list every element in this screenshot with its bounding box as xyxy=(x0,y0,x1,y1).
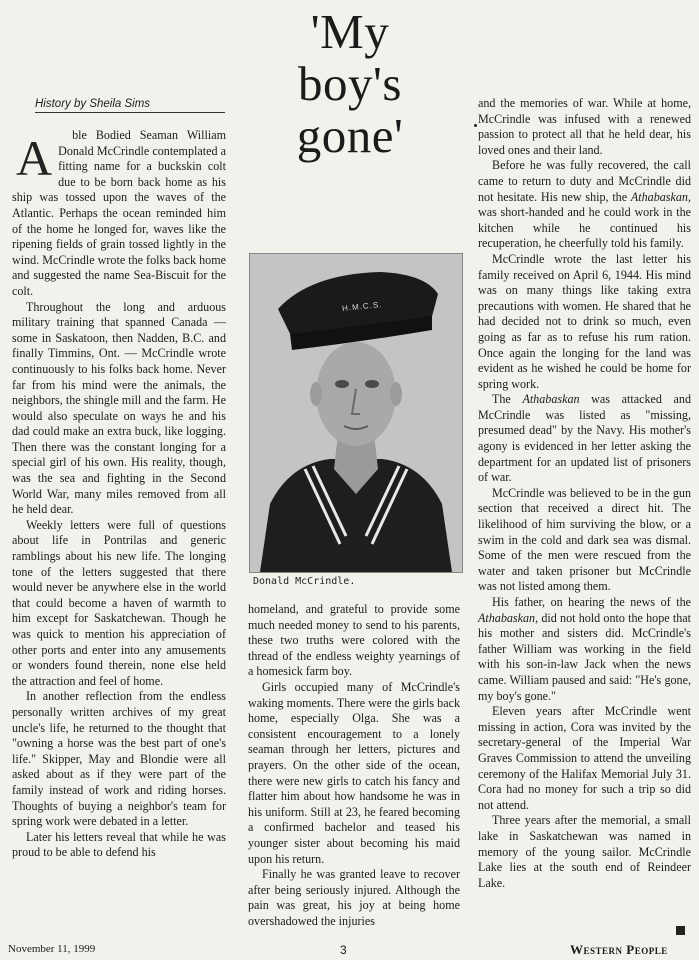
ship-name: Athabaskan xyxy=(522,392,580,407)
photo-caption: Donald McCrindle. xyxy=(253,576,356,587)
drop-cap: A xyxy=(16,130,53,186)
publication-name: Western People xyxy=(570,942,668,957)
paragraph: McCrindle wrote the last letter his family received on April 6, 1944. His mind was on many things like taking extra precautions with women. He shared that he had decided not to drink so much, even going as far as to refuse his rum ration. Once again the longing for the land was evident as he wished he could be home for spring work. xyxy=(478,251,691,391)
end-of-article-mark xyxy=(676,926,685,935)
paragraph: McCrindle was believed to be in the gun section that received a direct hit. The likelihood of him surviving the blow, or a swim in the cold and dark sea was dismal. Some of the men were rescued from the water and taken prisoner but McCrindle was not listed among them. xyxy=(478,485,691,594)
paragraph: Eleven years after McCrindle went missing in action, Cora was invited by the secretary-general of the Imperial War Graves Commission to attend the unveiling ceremony of the Halifax Memorial July 31. Cora had no money for such a trip so did not attend. xyxy=(478,704,691,812)
paragraph: Girls occupied many of McCrindle's waking moments. There were the girls back home, especially Olga. She was a consistent encouragement to a lonely seaman through her letters, pictures and prayers. On the other side of the ocean, there were new girls to catch his fancy and flatter him about how handsome he was in his uniform. Still at 23, he feared becoming a confirmed bachelor and teased his younger sister about becoming his maid upon his return. xyxy=(248,679,460,866)
paragraph: Three years after the memorial, a small lake in Saskatchewan was named in memory of the young sailor. McCrindle Lake lies at the south end of Reindeer Lake. xyxy=(478,813,691,890)
paragraph: ble Bodied Seaman William Donald McCrindle contemplated a fitting name for a buckskin colt due to be born back home as his ship was tossed upon the waves of the Atlantic. Perhaps the ocean reminded him of the home he longed for, waves like the ripening fields of grain tossed lightly in the wind. McCrindle wrote the folks back home and suggested the name Sea-Biscuit for the colt. xyxy=(12,128,226,298)
paragraph: homeland, and grateful to provide some much needed money to send to his parents, these two truths were colored with the thread of the endless weighty yearnings of a homesick farm boy. xyxy=(248,602,460,679)
paragraph: Throughout the long and arduous military training that spanned Canada — some in Saskatoon, then Nadden, B.C. and finally Timmins, Ont. — McCrindle wrote continuously to his folks back home. Never far from his mind were the animals, the neighbors, the shingle mill and the farm. He would also speculate on ways he and his dad could make an extra buck, like logging. Then there was the constant longing for a special girl of his own. His reality, though, was the sea and fighting in the Second World War, many miles removed from all he held dear. xyxy=(12,299,226,517)
bullet-dot xyxy=(474,124,477,127)
paragraph: and the memories of war. While at home, McCrindle was infused with a renewed passion to protect all that he held dear, his loved ones and their land. xyxy=(478,96,691,157)
byline: History by Sheila Sims xyxy=(35,98,225,113)
ship-name: Athabaskan xyxy=(630,189,688,204)
column-2 xyxy=(248,602,460,929)
title-line-1: 'My xyxy=(310,4,390,59)
paragraph: In another reflection from the endless personally written archives of my great uncle's life, he returned to the thought that "owning a horse was the best part of one's life." Skipper, May and Blondie were all asked about as if they were part of the family instead of work and riding horses. Thoughts of buying a neighbor's team for spring work were debated in a letter. xyxy=(12,689,226,829)
text-run: , did not hold onto the hope that his mother and sisters did. McCrindle's father William was working in the field with his son-in-law Jack when the news came. William paused and said: "He's gone, my boy's gone." xyxy=(478,610,691,703)
paragraph xyxy=(478,158,691,252)
hat-band-text: H.M.C.S. xyxy=(341,299,383,314)
page-number: 3 xyxy=(340,943,347,957)
text-run: , was short-handed and he could work in the kitchen while he continued his recuperation, he cheerfully told his family. xyxy=(478,189,691,251)
ship-name: Athabaskan xyxy=(478,610,536,625)
column-3 xyxy=(478,96,691,891)
title-line-3: gone' xyxy=(296,108,404,163)
text-run: was attacked and McCrindle was listed as "missing, presumed dead" by the Navy. His mother's agony is evidenced in her letter asking the department for an updated list of prisoners of war. xyxy=(478,392,691,485)
paragraph xyxy=(478,392,691,486)
text-run: His father, on hearing the news of the xyxy=(492,595,691,609)
sailor-photo xyxy=(249,253,463,573)
paragraph xyxy=(478,595,691,704)
footer-date: November 11, 1999 xyxy=(8,943,96,955)
text-run: The xyxy=(492,392,523,407)
text-run: Before he was fully recovered, the call came to return to duty and McCrindle did not hesitate. His new ship, the xyxy=(478,158,691,204)
article-title xyxy=(250,6,450,162)
column-1 xyxy=(12,128,226,861)
paragraph: Finally he was granted leave to recover after being seriously injured. Although the pain was great, his joy at being home overshadowed the injuries xyxy=(248,867,460,928)
paragraph: Weekly letters were full of questions about life in Pontrilas and generic ramblings about his new life. The longing tone of the letters suggested that there would never be anywhere else in the world that could become a haven of warmth to him except for Saskatchewan. Though he was quick to mention his appreciation of other ports and enter into any amusements or wonders found therein, none else held the attraction and feel of home. xyxy=(12,517,226,688)
title-line-2: boy's xyxy=(298,56,402,111)
paragraph: Later his letters reveal that while he was proud to be able to defend his xyxy=(12,829,226,860)
